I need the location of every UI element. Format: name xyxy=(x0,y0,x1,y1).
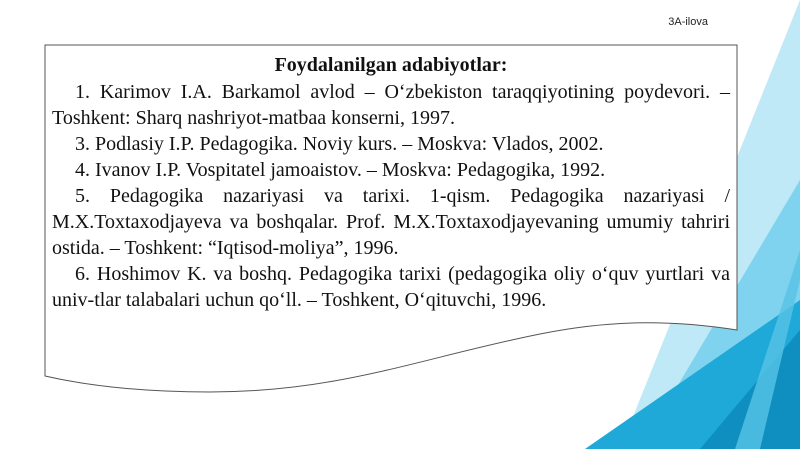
document-content xyxy=(52,52,730,313)
reference-item: 1. Karimov I.A. Barkamol avlod – O‘zbekiston taraqqiyotining poydevori. – Toshkent: Sharq nashriyot-matbaa konserni, 1997. xyxy=(52,81,730,129)
page-label: 3A-ilova xyxy=(668,16,708,28)
reference-item: 5. Pedagogika nazariyasi va tarixi. 1-qism. Pedagogika nazariyasi / M.X.Toxtaxodjayeva va boshqalar. Prof. M.X.Toxtaxodjayevaning umumiy tahriri ostida. – Toshkent: “Iqtisod-moliya”, 1996. xyxy=(52,185,730,259)
document-title: Foydalanilgan adabiyotlar: xyxy=(274,54,508,76)
reference-item: 3. Podlasiy I.P. Pedagogika. Noviy kurs. – Moskva: Vlados, 2002. xyxy=(75,133,604,155)
reference-item: 6. Hoshimov K. va boshq. Pedagogika tarixi (pedagogika oliy o‘quv yurtlari va univ-tlar talabalari uchun qo‘ll. – Toshkent, O‘qituvchi, 1996. xyxy=(52,263,730,311)
reference-item: 4. Ivanov I.P. Vospitatel jamoaistov. – Moskva: Pedagogika, 1992. xyxy=(75,159,606,181)
